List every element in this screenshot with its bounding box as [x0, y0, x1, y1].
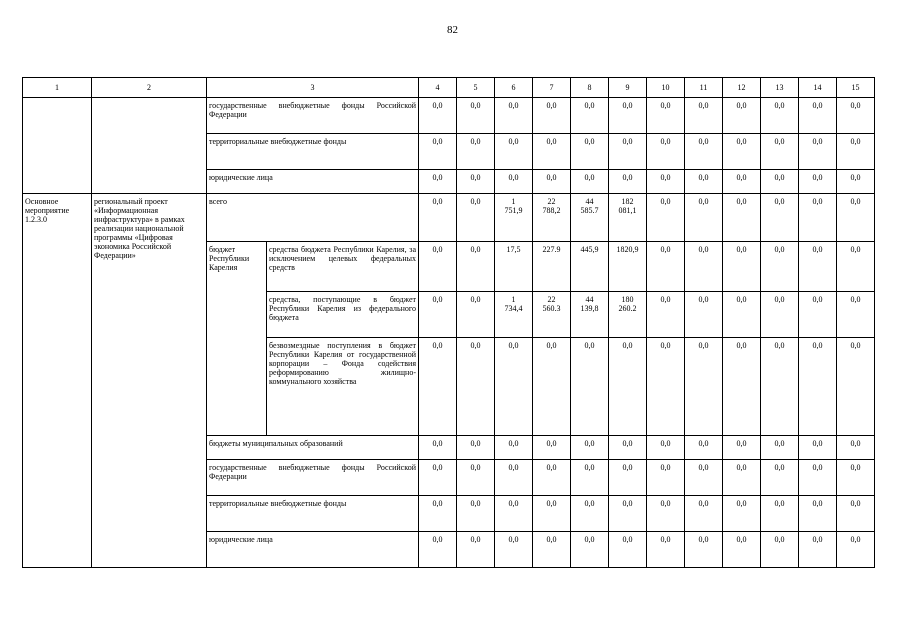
- value-cell: 0,0: [457, 338, 495, 436]
- value-cell: 0,0: [685, 532, 723, 568]
- value-cell: 0,0: [533, 170, 571, 194]
- column-header: 9: [609, 78, 647, 98]
- source-group-label: бюджет Республики Карелия: [207, 242, 267, 436]
- value-cell: 0,0: [761, 194, 799, 242]
- value-cell: 0,0: [723, 242, 761, 292]
- value-cell: 44 585.7: [571, 194, 609, 242]
- source-label: территориальные внебюджетные фонды: [207, 134, 419, 170]
- value-cell: 0,0: [647, 242, 685, 292]
- value-cell: 0,0: [457, 170, 495, 194]
- value-cell: 0,0: [457, 242, 495, 292]
- value-cell: 0,0: [647, 194, 685, 242]
- value-cell: 0,0: [571, 460, 609, 496]
- value-cell: 0,0: [799, 170, 837, 194]
- value-cell: 0,0: [685, 436, 723, 460]
- value-cell: 0,0: [495, 436, 533, 460]
- value-cell: 0,0: [571, 436, 609, 460]
- source-label: юридические лица: [207, 532, 419, 568]
- value-cell: 227.9: [533, 242, 571, 292]
- value-cell: 0,0: [609, 170, 647, 194]
- source-label: бюджеты муниципальных образований: [207, 436, 419, 460]
- source-label: юридические лица: [207, 170, 419, 194]
- column-header: 14: [799, 78, 837, 98]
- value-cell: 0,0: [837, 98, 875, 134]
- column-header: 2: [92, 78, 207, 98]
- value-cell: 0,0: [837, 134, 875, 170]
- value-cell: 0,0: [419, 532, 457, 568]
- value-cell: 0,0: [609, 338, 647, 436]
- value-cell: 0,0: [571, 532, 609, 568]
- value-cell: 0,0: [799, 436, 837, 460]
- value-cell: 0,0: [761, 338, 799, 436]
- value-cell: 0,0: [761, 460, 799, 496]
- value-cell: 0,0: [761, 134, 799, 170]
- value-cell: 0,0: [799, 338, 837, 436]
- value-cell: 0,0: [419, 242, 457, 292]
- value-cell: 0,0: [761, 292, 799, 338]
- table-row: [23, 194, 875, 242]
- value-cell: 0,0: [457, 460, 495, 496]
- value-cell: 0,0: [685, 170, 723, 194]
- value-cell: 0,0: [457, 436, 495, 460]
- value-cell: 0,0: [723, 436, 761, 460]
- value-cell: 0,0: [419, 338, 457, 436]
- value-cell: 0,0: [723, 98, 761, 134]
- value-cell: 44 139,8: [571, 292, 609, 338]
- value-cell: 0,0: [799, 134, 837, 170]
- value-cell: 0,0: [419, 496, 457, 532]
- table-row: [23, 98, 875, 134]
- value-cell: 0,0: [419, 194, 457, 242]
- value-cell: 0,0: [647, 134, 685, 170]
- value-cell: 0,0: [495, 532, 533, 568]
- budget-table: [22, 77, 875, 568]
- value-cell: 182 081,1: [609, 194, 647, 242]
- value-cell: 0,0: [837, 338, 875, 436]
- value-cell: 0,0: [457, 496, 495, 532]
- activity-code: Основное мероприятие 1.2.3.0: [23, 194, 92, 568]
- value-cell: 0,0: [799, 242, 837, 292]
- value-cell: 22 560.3: [533, 292, 571, 338]
- source-label: территориальные внебюджетные фонды: [207, 496, 419, 532]
- value-cell: 0,0: [609, 98, 647, 134]
- value-cell: 0,0: [761, 170, 799, 194]
- value-cell: 0,0: [571, 98, 609, 134]
- value-cell: 0,0: [723, 338, 761, 436]
- column-header: 15: [837, 78, 875, 98]
- page-number: 82: [447, 24, 458, 36]
- value-cell: 0,0: [419, 170, 457, 194]
- column-header: 11: [685, 78, 723, 98]
- value-cell: 0,0: [609, 532, 647, 568]
- value-cell: 0,0: [495, 134, 533, 170]
- value-cell: 0,0: [609, 496, 647, 532]
- value-cell: 0,0: [685, 134, 723, 170]
- column-header: 5: [457, 78, 495, 98]
- value-cell: 0,0: [571, 338, 609, 436]
- value-cell: 0,0: [685, 98, 723, 134]
- column-header: 3: [207, 78, 419, 98]
- source-label: государственные внебюджетные фонды Российской Федерации: [207, 460, 419, 496]
- value-cell: 0,0: [761, 242, 799, 292]
- value-cell: 0,0: [495, 496, 533, 532]
- column-header-row: [23, 78, 875, 98]
- value-cell: 0,0: [799, 292, 837, 338]
- value-cell: 0,0: [685, 496, 723, 532]
- value-cell: 1 751,9: [495, 194, 533, 242]
- value-cell: 0,0: [685, 292, 723, 338]
- value-cell: 0,0: [647, 436, 685, 460]
- value-cell: 0,0: [723, 292, 761, 338]
- value-cell: 0,0: [723, 194, 761, 242]
- value-cell: 0,0: [419, 292, 457, 338]
- value-cell: 0,0: [533, 532, 571, 568]
- value-cell: 0,0: [533, 338, 571, 436]
- value-cell: 0,0: [723, 460, 761, 496]
- value-cell: 0,0: [419, 134, 457, 170]
- value-cell: 0,0: [723, 134, 761, 170]
- value-cell: 0,0: [837, 194, 875, 242]
- source-label: средства, поступающие в бюджет Республики Карелия из федерального бюджета: [267, 292, 419, 338]
- value-cell: 0,0: [761, 532, 799, 568]
- continuation-cell: [23, 98, 92, 194]
- value-cell: 0,0: [495, 338, 533, 436]
- value-cell: 0,0: [495, 98, 533, 134]
- column-header: 6: [495, 78, 533, 98]
- value-cell: 0,0: [723, 496, 761, 532]
- column-header: 8: [571, 78, 609, 98]
- value-cell: 0,0: [533, 98, 571, 134]
- value-cell: 0,0: [723, 170, 761, 194]
- value-cell: 0,0: [837, 496, 875, 532]
- value-cell: 1 734,4: [495, 292, 533, 338]
- value-cell: 0,0: [799, 460, 837, 496]
- value-cell: 0,0: [647, 496, 685, 532]
- value-cell: 0,0: [723, 532, 761, 568]
- value-cell: 0,0: [533, 460, 571, 496]
- value-cell: 0,0: [647, 532, 685, 568]
- value-cell: 0,0: [609, 134, 647, 170]
- value-cell: 0,0: [457, 134, 495, 170]
- value-cell: 0,0: [647, 170, 685, 194]
- value-cell: 0,0: [571, 170, 609, 194]
- column-header: 10: [647, 78, 685, 98]
- value-cell: 0,0: [837, 170, 875, 194]
- activity-name: региональный проект «Информационная инфраструктура» в рамках реализации национальной программы «Цифровая экономика Российской Федерации»: [92, 194, 207, 568]
- value-cell: 0,0: [533, 436, 571, 460]
- value-cell: 0,0: [761, 496, 799, 532]
- value-cell: 0,0: [647, 98, 685, 134]
- value-cell: 0,0: [685, 242, 723, 292]
- value-cell: 0,0: [457, 292, 495, 338]
- value-cell: 0,0: [799, 532, 837, 568]
- value-cell: 0,0: [799, 98, 837, 134]
- value-cell: 0,0: [457, 98, 495, 134]
- value-cell: 0,0: [533, 134, 571, 170]
- continuation-cell: [92, 98, 207, 194]
- value-cell: 0,0: [837, 460, 875, 496]
- value-cell: 0,0: [495, 170, 533, 194]
- value-cell: 0,0: [647, 460, 685, 496]
- value-cell: 0,0: [837, 436, 875, 460]
- value-cell: 180 260.2: [609, 292, 647, 338]
- value-cell: 0,0: [799, 496, 837, 532]
- column-header: 4: [419, 78, 457, 98]
- value-cell: 0,0: [685, 194, 723, 242]
- column-header: 1: [23, 78, 92, 98]
- value-cell: 0,0: [837, 292, 875, 338]
- value-cell: 0,0: [609, 436, 647, 460]
- column-header: 13: [761, 78, 799, 98]
- value-cell: 0,0: [685, 338, 723, 436]
- value-cell: 0,0: [685, 460, 723, 496]
- value-cell: 0,0: [495, 460, 533, 496]
- value-cell: 0,0: [647, 338, 685, 436]
- value-cell: 0,0: [837, 242, 875, 292]
- value-cell: 0,0: [419, 98, 457, 134]
- value-cell: 0,0: [761, 98, 799, 134]
- column-header: 7: [533, 78, 571, 98]
- value-cell: 0,0: [419, 436, 457, 460]
- value-cell: 0,0: [457, 194, 495, 242]
- value-cell: 0,0: [799, 194, 837, 242]
- value-cell: 0,0: [457, 532, 495, 568]
- value-cell: 0,0: [419, 460, 457, 496]
- value-cell: 0,0: [571, 134, 609, 170]
- value-cell: 1820,9: [609, 242, 647, 292]
- value-cell: 0,0: [647, 292, 685, 338]
- value-cell: 0,0: [533, 496, 571, 532]
- source-label: всего: [207, 194, 419, 242]
- source-label: государственные внебюджетные фонды Российской Федерации: [207, 98, 419, 134]
- value-cell: 0,0: [837, 532, 875, 568]
- source-label: безвозмездные поступления в бюджет Республики Карелия от государственной корпорации – Фонда содействия реформированию жилищно-коммунального хозяйства: [267, 338, 419, 436]
- value-cell: 0,0: [761, 436, 799, 460]
- value-cell: 22 788,2: [533, 194, 571, 242]
- value-cell: 0,0: [609, 460, 647, 496]
- source-label: средства бюджета Республики Карелия, за исключением целевых федеральных средств: [267, 242, 419, 292]
- value-cell: 0,0: [571, 496, 609, 532]
- value-cell: 17,5: [495, 242, 533, 292]
- value-cell: 445,9: [571, 242, 609, 292]
- column-header: 12: [723, 78, 761, 98]
